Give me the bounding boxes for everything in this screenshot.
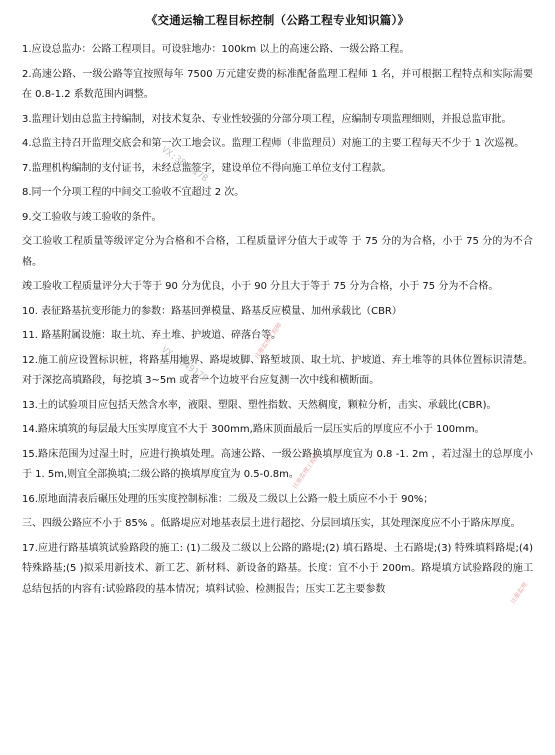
stamp-text: 注册监理工程师 [253,321,284,361]
paragraph-1: 1.应设总监办：公路工程项目。可设驻地办：100km 以上的高速公路、一级公路工程。 [22,44,410,55]
paragraph-7: 7.监理机构编制的支付证书，未经总监签字，建设单位不得向施工单位支付工程款。 [22,162,392,174]
paragraph-10: 10. 表征路基抗变形能力的参数：路基回弹模量、路基反应模量、加州承载比（CBR） [22,305,402,317]
paragraph-13: 13.土的试验项目应包括天然含水率，液限、塑限、塑性指数、天然稠度，颗粒分析，击实、承载比(CBR)。 [22,399,497,411]
paragraph-4: 4.总监主持召开监理交底会和第一次工地会议。监理工程师（非监理员）对施工的主要工程每天不少于 1 次巡视。 [22,138,525,149]
stamp-text: 注册监理工程师 [291,451,322,491]
watermark-text: VX:384917B [159,345,210,385]
paragraph-3: 3.监理计划由总监主持编制，对技术复杂、专业性较强的分部分项工程，应编制专项监理细则，并报总监审批。 [22,113,512,125]
paragraph-14: 14.路床填筑的每层最大压实厚度宜不大于 300mm,路床顶面最后一层压实后的厚度应不小于 100mm。 [22,424,485,435]
paragraph-9: 9.交工验收与竣工验收的条件。 [22,211,162,223]
paragraph-8: 8.同一个分项工程的中间交工验收不宜超过 2 次。 [22,187,245,198]
watermark-text: VX:384917B [159,145,210,185]
document-title: 《交通运输工程目标控制（公路工程专业知识篇）》 [145,13,410,27]
paragraph-16: 16.原地面清表后碾压处理的压实度控制标准：二级及二级以上公路一般土质应不小于 90%； [22,493,434,505]
paragraph-2: 2.高速公路、一级公路等宜按照每年 7500 万元建安费的标准配备监理工程师 1 名，并可根据工程特点和实际需要在 0.8-1.2 系数范围内调整。 [22,68,533,100]
paragraph-9-handover: 交工验收工程质量等级评定分为合格和不合格，工程质量评分值大于或等 于 75 分的为合格，小于 75 分的为不合格。 [22,236,533,268]
paragraph-17: 17.应进行路基填筑试验路段的施工: (1)二级及二级以上公路的路堤;(2) 填石路堤、土石路堤;(3) 特殊填料路堤;(4) 特殊路基;(5 )拟采用新技术、新工艺、新材料、新设备的路基。长度：宜不小于 200m。路堤填方试验路段的施工总结包括的内容有:试验路段的基本情况；填料试验、检测报告；压实工艺主要参数 [22,542,533,595]
paragraph-11: 11. 路基附属设施：取土坑、弃土堆、护坡道、碎落台等。 [22,330,282,341]
paragraph-16-continued: 三、四级公路应不小于 85% 。低路堤应对地基表层土进行超挖、分层回填压实，其处理深度应不小于路床厚度。 [22,518,521,529]
paragraph-12: 12.施工前应设置标识桩，将路基用地界、路堤坡脚、路堑坡顶、取土坑、护坡道、弃土堆等的具体位置标识清楚。对于深挖高填路段，每挖填 3~5m 或者一个边坡平台应复测一次中线和横断面。 [22,354,533,386]
stamp-text: 注册监理 [509,581,530,606]
paragraph-9-completion: 竣工验收工程质量评分大于等于 90 分为优良，小于 90 分且大于等于 75 分为合格，小于 75 分为不合格。 [22,281,499,292]
paragraph-15: 15.路床范围为过湿土时，应进行换填处理。高速公路、一级公路换填厚度宜为 0.8 -1. 2m ，若过湿土的总厚度小于 1. 5m,则宜全部换填;二级公路的换填厚度宜为 0.5-0.8m。 [22,448,533,480]
